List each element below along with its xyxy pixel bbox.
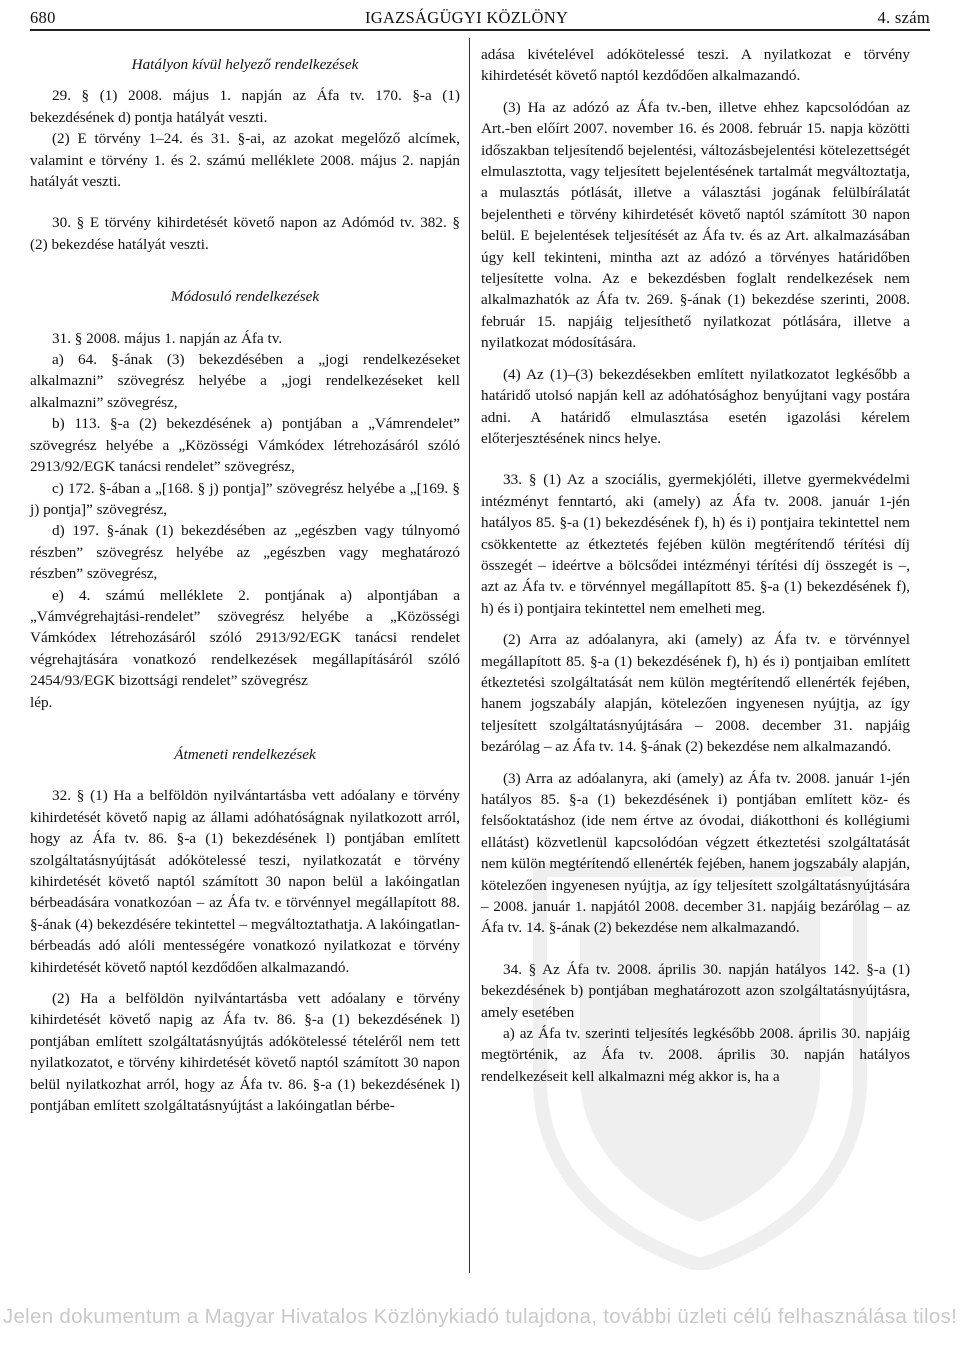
paragraph-32-4: (4) Az (1)–(3) bekezdésekben említett nyilatkozatot legkésőbb a határidő utolsó napján kell az adóhatósághoz benyújtani vagy postára adni. A határidő elmulasztása esetén igazolási kérelem előterjesztésének nincs helye. [481, 365, 910, 447]
section-heading-amendments: Módosuló rendelkezések [170, 288, 320, 306]
section-heading-transitional: Átmeneti rendelkezések [174, 745, 316, 763]
left-column [30, 44, 460, 1116]
paragraph-31: 31. § 2008. május 1. napján az Áfa tv. [52, 329, 283, 347]
page-number: 680 [30, 8, 56, 27]
paragraph-33-3: (3) Arra az adóalanyra, aki (amely) az Áfa tv. 2008. január 1-jén hatályos 85. §-a (1) bekezdésének i) pontjában említett köz- és felsőoktatáshoz (ide nem értve az óvodai, diákotthoni és kollégiumi ellátást) közvetlenül kapcsolódóan végzett étkeztetési szolgáltatását nem külön megtérítendő ellenérték fejében, hanem jogszabály alapján, kötelezően ingyenesen nyújtja, az így teljesített szolgáltatásnyújtására – 2008. január 1. napjától 2008. december 31. napjáig bezárólag – az Áfa tv. 14. §-ának (2) bekezdése nem alkalmazandó. [481, 769, 910, 937]
point-b: b) 113. §-a (2) bekezdésének a) pontjában a „Vámrendelet” szövegrész helyébe a „Közösségi Vámkódex létrehozásáról szóló 2913/92/EGK tanácsi rendelet” szövegrész, [30, 415, 460, 476]
paragraph-29-2: (2) E törvény 1–24. és 31. §-ai, az azokat megelőző alcímek, valamint e törvény 1. és 2. számú melléklete 2008. május 2. napján hatályát veszti. [30, 130, 460, 191]
paragraph-32-2: (2) Ha a belföldön nyilvántartásba vett adóalany e törvény kihirdetését követő napig az Áfa tv. 86. §-a (1) bekezdésének l) pontjában említett szolgáltatásnyújtás adókötelessé tételéről nem tett nyilatkozatot, e törvény kihirdetését követő naptól számított 30 napon belül nyilatkozhat arról, hogy az Áfa tv. 86. §-a (1) bekezdésének l) pontjában említett szolgáltatásnyújtást a lakóingatlan bérbe- [30, 990, 460, 1115]
issue-number: 4. szám [877, 8, 930, 27]
column-divider [469, 38, 470, 1273]
closing-word: lép. [30, 693, 53, 711]
paragraph-32-continued: adása kivételével adókötelessé teszi. A nyilatkozat e törvény kihirdetését követő naptól kezdődően alkalmazandó. [481, 46, 910, 85]
paragraph-30: 30. § E törvény kihirdetését követő napon az Adómód tv. 382. § (2) bekezdése hatályát veszti. [30, 214, 460, 253]
paragraph-34: 34. § Az Áfa tv. 2008. április 30. napján hatályos 142. §-a (1) bekezdésének b) pontjában meghatározott azon szolgáltatásnyújtásra, amely esetében [481, 960, 910, 1021]
point-d: d) 197. §-ának (1) bekezdésében az „egészben vagy túlnyomó részben” szövegrész helyébe az „egészben vagy meghatározó részben” szövegrész, [30, 522, 460, 583]
paragraph-32: 32. § (1) Ha a belföldön nyilvántartásba vett adóalany e törvény kihirdetését követő napig az állami adóhatóságnak nyilatkozott arról, hogy az Áfa tv. 86. §-a (1) bekezdésének l) pontjában említett szolgáltatásnyújtását adókötelessé teszi, nyilatkozatát e törvény kihirdetését követő naptól számított 30 napon belül a lakóingatlan bérbeadására vonatkozóan – az Áfa tv. e törvénnyel megállapított 88. §-ának (4) bekezdésére tekintettel – megváltoztathatja. A lakóingatlan-bérbeadás adó alóli mentességére vonatkozó nyilatkozat e törvény kihirdetését követő naptól kezdődően alkalmazandó. [30, 787, 460, 976]
point-e: e) 4. számú melléklete 2. pontjának a) alpontjában a „Vámvégrehajtási-rendelet” szövegrész helyébe a „Közösségi Vámkódex létrehozásáról szóló 2913/92/EGK tanácsi rendelet végrehajtására vonatkozó rendelkezések megállapításáról szóló 2454/93/EGK bizottsági rendelet” szövegrész [30, 586, 460, 690]
right-column [481, 44, 910, 1087]
paragraph-33-2: (2) Arra az adóalanyra, aki (amely) az Áfa tv. e törvénnyel megállapított 85. §-a (1) bekezdésének f), h) és i) pontjaiban említett étkeztetési szolgáltatását nem külön megtérítendő ellenérték fejében, hanem jogszabály alapján, kötelezően ingyenesen nyújtja, az így teljesített szolgáltatásnyújtására – 2008. december 31. napjáig bezárólag – az Áfa tv. 14. §-ának (2) bekezdése nem alkalmazandó. [481, 631, 910, 756]
page-header [30, 2, 930, 28]
journal-title: IGAZSÁGÜGYI KÖZLÖNY [364, 8, 569, 27]
paragraph-34-a: a) az Áfa tv. szerinti teljesítés legkésőbb 2008. április 30. napjáig megtörténik, az Áfa tv. 2008. április 30. napján hatályos rendelkezéseit kell alkalmazni még akkor is, ha a [481, 1025, 910, 1085]
header-rule [30, 29, 930, 31]
paragraph-32-3: (3) Ha az adózó az Áfa tv.-ben, illetve ehhez kapcsolódóan az Art.-ben előírt 2007. november 16. és 2008. február 15. napja közötti időszakban teljesítendő bejelentési, változásbejelentési kötelezettségét elmulasztotta, vagy teljesített bejelentésének tartalmát megváltoztatja, a mulasztás pótlását, illetve a választási jogának felülbírálatát bejelentheti e törvény kihirdetését követő naptól számított 30 napon belül. E bejelentések teljesítését az Áfa tv. és az Art. alkalmazásában úgy kell tekinteni, mintha azt az adózó a törvényes határidőben teljesítette volna. Az e bekezdésben foglalt rendelkezések nem alkalmazhatók az Áfa tv. 269. §-ának (1) bekezdése szerinti, 2008. február 15. napjáig teljesíthető nyilatkozat pótlására, illetve a nyilatkozat módosítására. [481, 98, 910, 352]
paragraph-29: 29. § (1) 2008. május 1. napján az Áfa tv. 170. §-a (1) bekezdésének d) pontja hatályát veszti. [30, 87, 460, 126]
section-heading-repeals: Hatályon kívül helyező rendelkezések [131, 56, 359, 73]
paragraph-33: 33. § (1) Az a szociális, gyermekjóléti, illetve gyermekvédelmi intézményt fenntartó, aki (amely) az Áfa tv. 2008. január 1-jén hatályos 85. §-a (1) bekezdésének f), h) és i) pontjaira tekintettel nem csökkentette az étkeztetés fejében külön megtérítendő térítési díj összegét – ideértve a bölcsődei intézményi térítési díj összegét is –, azt az Áfa tv. e törvénnyel megállapított 85. §-a (1) bekezdésének f), h) és i) pontjaira tekintettel nem emelheti meg. [481, 471, 910, 617]
footer-notice: Jelen dokumentum a Magyar Hivatalos Közlönykiadó tulajdona, további üzleti célú felhasználása tilos! [2, 1305, 958, 1328]
point-a: a) 64. §-ának (3) bekezdésében a „jogi rendelkezéseket alkalmazni” szövegrész helyébe a „jogi rendelkezéseket kell alkalmazni” szövegrész, [30, 351, 460, 411]
point-c: c) 172. §-ában a „[168. § j) pontja]” szövegrész helyébe a „[169. § j) pontja]” szövegrész, [30, 479, 460, 518]
